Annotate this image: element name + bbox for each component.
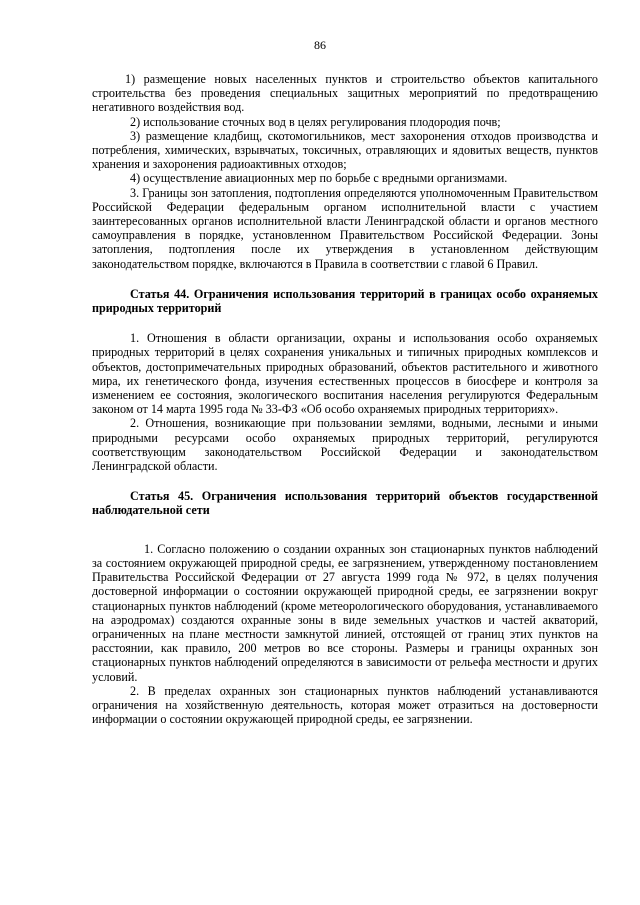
article-44-paragraph-2: 2. Отношения, возникающие при пользовании землями, водными, лесными и иными природными ресурсами особо охраняемых природных территорий, регулируются соответствующим законодательством Российской Федерации и законодательством Ленинградской области.: [92, 416, 598, 474]
paragraph-flood-zones: 3. Границы зон затопления, подтопления определяются уполномоченным Правительством Российской Федерации федеральным органом исполнительной власти с участием заинтересованных органов исполнительной власти Ленинградской области и органов местного самоуправления в порядке, установленном Правительством Российской Федерации. Зоны затопления, подтопления после их утверждения в установленном действующим законодательством порядке, включаются в Правила в соответствии с главой 6 Правил.: [92, 185, 598, 271]
article-45-paragraph-2: 2. В пределах охранных зон стационарных пунктов наблюдений устанавливаются ограничения на хозяйственную деятельность, которая может отразиться на достоверности информации о состоянии окружающей природной среды, ее загрязнении.: [92, 683, 598, 727]
page-number: 86: [314, 38, 326, 52]
document-body: [92, 72, 598, 726]
paragraph-item-3: 3) размещение кладбищ, скотомогильников, мест захоронения отходов производства и потребления, химических, взрывчатых, токсичных, отравляющих и ядовитых веществ, пунктов хранения и захоронения радиоактивных отходов;: [92, 128, 598, 172]
paragraph-item-1: 1) размещение новых населенных пунктов и строительство объектов капитального строительства без проведения специальных защитных мероприятий по предотвращению негативного воздействия вод.: [92, 72, 598, 115]
paragraph-item-4: 4) осуществление авиационных мер по борьбе с вредными организмами.: [130, 171, 508, 186]
article-44-paragraph-1: 1. Отношения в области организации, охраны и использования особо охраняемых природных территорий в целях сохранения уникальных и типичных природных комплексов и объектов, достопримечательных природных образований, объектов растительного и животного мира, их генетического фонда, изучения естественных процессов в биосфере и контроля за изменением ее состояния, экологического воспитания населения регулируются Федеральным законом от 14 марта 1995 года № 33-ФЗ «Об особо охраняемых природных территориях».: [92, 331, 598, 417]
paragraph-item-2: 2) использование сточных вод в целях регулирования плодородия почв;: [130, 114, 501, 129]
article-45-paragraph-1: 1. Согласно положению о создании охранных зон стационарных пунктов наблюдений за состоянием окружающей природной среды, ее загрязнением, утвержденному постановлением Правительства Российской Федерации от 27 августа 1999 года № 972, в целях получения достоверной информации о состоянии окружающей природной среды, ее загрязнении вокруг стационарных пунктов наблюдений (кроме метеорологического оборудования, устанавливаемого на аэродромах) создаются охранные зоны в виде земельных участков и частей акваторий, ограниченных на плане местности замкнутой линией, отстоящей от границ этих пунктов на расстоянии, как правило, 200 метров во все стороны. Размеры и границы охранных зон стационарных пунктов наблюдений определяются в зависимости от рельефа местности и других условий.: [92, 541, 598, 684]
article-44-heading: Статья 44. Ограничения использования территорий в границах особо охраняемых природных территорий: [92, 286, 598, 316]
article-45-heading: Статья 45. Ограничения использования территорий объектов государственной наблюдательной сети: [92, 489, 598, 518]
